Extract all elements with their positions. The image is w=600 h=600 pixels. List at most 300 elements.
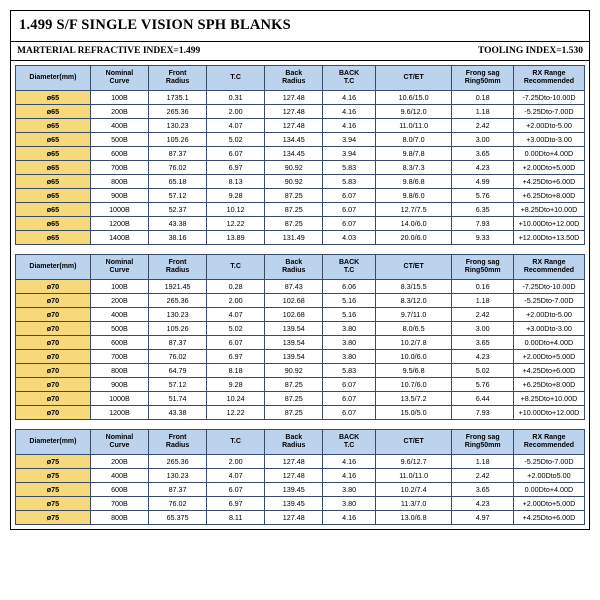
data-cell: 65.375	[149, 511, 207, 525]
data-cell: 700B	[90, 497, 148, 511]
data-cell: +2.00Dto-5.00	[513, 119, 584, 133]
data-cell: 130.23	[149, 119, 207, 133]
data-cell: 87.25	[265, 203, 323, 217]
column-header: T.C	[207, 430, 265, 455]
data-cell: 11.0/11.0	[375, 119, 452, 133]
data-cell: 127.48	[265, 469, 323, 483]
data-cell: 1.18	[452, 455, 513, 469]
column-header: Back Radius	[265, 66, 323, 91]
table-row	[16, 511, 585, 525]
data-cell: 6.35	[452, 203, 513, 217]
data-cell: 3.94	[323, 147, 376, 161]
data-cell: 9.7/11.0	[375, 308, 452, 322]
data-cell: 4.97	[452, 511, 513, 525]
table-gap	[15, 245, 585, 254]
data-cell: 8.0/6.5	[375, 322, 452, 336]
table-header-row	[16, 255, 585, 280]
data-cell: 10.6/15.0	[375, 91, 452, 105]
data-cell: 5.76	[452, 189, 513, 203]
data-cell: 265.36	[149, 294, 207, 308]
data-cell: 87.25	[265, 217, 323, 231]
data-cell: 8.3/12.0	[375, 294, 452, 308]
data-cell: 0.16	[452, 280, 513, 294]
data-cell: 6.97	[207, 497, 265, 511]
data-cell: 200B	[90, 455, 148, 469]
table-row	[16, 364, 585, 378]
data-cell: 4.07	[207, 469, 265, 483]
diameter-cell: ø70	[16, 406, 91, 420]
column-header: Front Radius	[149, 430, 207, 455]
data-cell: +6.25Dto+8.00D	[513, 378, 584, 392]
data-cell: 2.00	[207, 455, 265, 469]
data-cell: -5.25Dto-7.00D	[513, 455, 584, 469]
data-cell: 500B	[90, 322, 148, 336]
data-cell: 6.06	[323, 280, 376, 294]
data-cell: 200B	[90, 294, 148, 308]
data-cell: 600B	[90, 147, 148, 161]
column-header: BACK T.C	[323, 430, 376, 455]
data-cell: 102.68	[265, 308, 323, 322]
column-header: BACK T.C	[323, 66, 376, 91]
data-cell: 134.45	[265, 133, 323, 147]
column-header: Diameter(mm)	[16, 255, 91, 280]
data-cell: 127.48	[265, 91, 323, 105]
data-cell: 4.23	[452, 161, 513, 175]
data-cell: 3.80	[323, 483, 376, 497]
data-cell: 400B	[90, 308, 148, 322]
data-cell: 127.48	[265, 455, 323, 469]
data-cell: 10.2/7.8	[375, 336, 452, 350]
data-cell: 6.07	[207, 483, 265, 497]
diameter-cell: ø65	[16, 91, 91, 105]
table-row	[16, 133, 585, 147]
data-cell: 13.0/6.8	[375, 511, 452, 525]
column-header: Frong sag Ring50mm	[452, 430, 513, 455]
data-cell: 13.89	[207, 231, 265, 245]
data-cell: 200B	[90, 105, 148, 119]
diameter-cell: ø70	[16, 364, 91, 378]
data-cell: 139.45	[265, 483, 323, 497]
data-cell: 11.0/11.0	[375, 469, 452, 483]
data-cell: 2.00	[207, 105, 265, 119]
data-cell: 2.42	[452, 308, 513, 322]
column-header: CT/ET	[375, 430, 452, 455]
table-row	[16, 392, 585, 406]
data-cell: 105.26	[149, 322, 207, 336]
column-header: CT/ET	[375, 255, 452, 280]
data-cell: 87.25	[265, 378, 323, 392]
data-cell: 14.0/6.0	[375, 217, 452, 231]
table-header-row	[16, 66, 585, 91]
column-header: RX Range Recommended	[513, 66, 584, 91]
data-cell: 1400B	[90, 231, 148, 245]
data-cell: -5.25Dto-7.00D	[513, 294, 584, 308]
column-header: Diameter(mm)	[16, 430, 91, 455]
data-cell: 3.94	[323, 133, 376, 147]
table-row	[16, 294, 585, 308]
data-cell: 52.37	[149, 203, 207, 217]
diameter-cell: ø65	[16, 119, 91, 133]
data-cell: 6.07	[207, 147, 265, 161]
data-cell: 700B	[90, 161, 148, 175]
data-cell: 9.6/12.0	[375, 105, 452, 119]
diameter-cell: ø75	[16, 483, 91, 497]
data-cell: 43.38	[149, 406, 207, 420]
data-cell: 43.38	[149, 217, 207, 231]
data-cell: 90.92	[265, 161, 323, 175]
data-cell: 5.02	[452, 364, 513, 378]
data-cell: 6.07	[323, 406, 376, 420]
data-cell: 76.02	[149, 350, 207, 364]
refractive-index-label: MARTERIAL REFRACTIVE INDEX=1.499	[17, 46, 201, 56]
data-cell: 6.97	[207, 161, 265, 175]
column-header: Nominal Curve	[90, 255, 148, 280]
data-cell: 5.83	[323, 175, 376, 189]
data-cell: 400B	[90, 469, 148, 483]
data-cell: +10.00Dto+12.00D	[513, 217, 584, 231]
column-header: T.C	[207, 66, 265, 91]
data-cell: -7.25Dto-10.00D	[513, 91, 584, 105]
diameter-cell: ø65	[16, 147, 91, 161]
data-cell: 90.92	[265, 364, 323, 378]
table-row	[16, 231, 585, 245]
data-cell: +2.00Dto+5.00D	[513, 350, 584, 364]
data-cell: 4.99	[452, 175, 513, 189]
data-cell: 87.25	[265, 392, 323, 406]
diameter-cell: ø70	[16, 294, 91, 308]
data-cell: +3.00Dto-3.00	[513, 133, 584, 147]
data-cell: 9.8/6.0	[375, 189, 452, 203]
data-cell: 139.54	[265, 350, 323, 364]
data-cell: 9.8/7.8	[375, 147, 452, 161]
column-header: Nominal Curve	[90, 66, 148, 91]
data-cell: +4.25Dto+6.00D	[513, 364, 584, 378]
table-row	[16, 350, 585, 364]
data-cell: 51.74	[149, 392, 207, 406]
data-cell: 800B	[90, 175, 148, 189]
table-row	[16, 378, 585, 392]
column-header: Nominal Curve	[90, 430, 148, 455]
diameter-cell: ø65	[16, 133, 91, 147]
data-cell: 0.31	[207, 91, 265, 105]
data-cell: 4.16	[323, 511, 376, 525]
data-cell: 87.37	[149, 336, 207, 350]
diameter-cell: ø70	[16, 336, 91, 350]
diameter-cell: ø65	[16, 175, 91, 189]
table-75	[15, 429, 585, 525]
data-cell: 57.12	[149, 378, 207, 392]
table-row	[16, 280, 585, 294]
data-cell: 15.0/5.0	[375, 406, 452, 420]
data-cell: 130.23	[149, 308, 207, 322]
data-cell: 800B	[90, 511, 148, 525]
diameter-cell: ø70	[16, 378, 91, 392]
data-cell: 3.80	[323, 497, 376, 511]
diameter-cell: ø70	[16, 392, 91, 406]
column-header: RX Range Recommended	[513, 255, 584, 280]
diameter-cell: ø65	[16, 217, 91, 231]
table-row	[16, 203, 585, 217]
data-cell: 900B	[90, 378, 148, 392]
column-header: BACK T.C	[323, 255, 376, 280]
data-cell: 400B	[90, 119, 148, 133]
data-cell: +2.00Dto-5.00	[513, 308, 584, 322]
table-65	[15, 65, 585, 245]
data-cell: 9.33	[452, 231, 513, 245]
data-cell: 4.23	[452, 350, 513, 364]
index-bar	[11, 42, 589, 61]
data-cell: 76.02	[149, 497, 207, 511]
data-cell: 265.36	[149, 105, 207, 119]
table-row	[16, 105, 585, 119]
table-gap	[15, 420, 585, 429]
data-cell: 10.0/6.0	[375, 350, 452, 364]
data-cell: 7.93	[452, 406, 513, 420]
data-cell: +4.25Dto+6.00D	[513, 175, 584, 189]
data-cell: 4.16	[323, 91, 376, 105]
column-header: Frong sag Ring50mm	[452, 66, 513, 91]
data-cell: 12.7/7.5	[375, 203, 452, 217]
table-row	[16, 175, 585, 189]
data-cell: +4.25Dto+6.00D	[513, 511, 584, 525]
column-header: Front Radius	[149, 66, 207, 91]
data-cell: 6.07	[323, 189, 376, 203]
data-cell: 500B	[90, 133, 148, 147]
data-cell: +12.00Dto+13.50D	[513, 231, 584, 245]
diameter-cell: ø70	[16, 308, 91, 322]
data-cell: 4.16	[323, 105, 376, 119]
data-cell: 131.49	[265, 231, 323, 245]
data-cell: 10.12	[207, 203, 265, 217]
diameter-cell: ø75	[16, 455, 91, 469]
data-cell: 900B	[90, 189, 148, 203]
data-cell: 130.23	[149, 469, 207, 483]
data-cell: 4.07	[207, 119, 265, 133]
data-cell: 5.16	[323, 294, 376, 308]
data-cell: +2.00Dto5.00	[513, 469, 584, 483]
table-row	[16, 189, 585, 203]
data-cell: 3.65	[452, 336, 513, 350]
data-cell: 1000B	[90, 392, 148, 406]
diameter-cell: ø65	[16, 189, 91, 203]
data-cell: 87.43	[265, 280, 323, 294]
data-cell: 0.28	[207, 280, 265, 294]
data-cell: 6.07	[323, 217, 376, 231]
data-cell: 8.13	[207, 175, 265, 189]
tooling-index-label: TOOLING INDEX=1.530	[477, 46, 583, 56]
data-cell: 6.07	[323, 392, 376, 406]
diameter-cell: ø65	[16, 105, 91, 119]
column-header: T.C	[207, 255, 265, 280]
table-row	[16, 322, 585, 336]
data-cell: 9.5/6.8	[375, 364, 452, 378]
data-cell: 87.25	[265, 189, 323, 203]
data-cell: 12.22	[207, 217, 265, 231]
column-header: CT/ET	[375, 66, 452, 91]
data-cell: 10.2/7.4	[375, 483, 452, 497]
data-cell: 6.97	[207, 350, 265, 364]
data-cell: 57.12	[149, 189, 207, 203]
document-frame	[10, 10, 590, 530]
data-cell: 87.37	[149, 147, 207, 161]
data-cell: 600B	[90, 483, 148, 497]
table-row	[16, 469, 585, 483]
table-70	[15, 254, 585, 420]
data-cell: 38.16	[149, 231, 207, 245]
table-header-row	[16, 430, 585, 455]
data-cell: 1.18	[452, 105, 513, 119]
data-cell: 5.83	[323, 161, 376, 175]
data-cell: 13.5/7.2	[375, 392, 452, 406]
data-cell: -7.25Dto-10.00D	[513, 280, 584, 294]
data-cell: 139.54	[265, 322, 323, 336]
data-cell: 600B	[90, 336, 148, 350]
data-cell: 10.24	[207, 392, 265, 406]
data-cell: +3.00Dto-3.00	[513, 322, 584, 336]
data-cell: 100B	[90, 91, 148, 105]
table-row	[16, 308, 585, 322]
data-cell: +2.00Dto+5.00D	[513, 161, 584, 175]
data-cell: 800B	[90, 364, 148, 378]
data-cell: 5.02	[207, 133, 265, 147]
data-cell: 1200B	[90, 406, 148, 420]
data-cell: 0.00Dto+4.00D	[513, 483, 584, 497]
data-cell: 4.16	[323, 455, 376, 469]
data-cell: 2.00	[207, 294, 265, 308]
data-cell: -5.25Dto-7.00D	[513, 105, 584, 119]
data-cell: 4.23	[452, 497, 513, 511]
data-cell: 102.68	[265, 294, 323, 308]
data-cell: 8.11	[207, 511, 265, 525]
data-cell: 65.18	[149, 175, 207, 189]
data-cell: 127.48	[265, 105, 323, 119]
data-cell: 1000B	[90, 203, 148, 217]
data-cell: 1.18	[452, 294, 513, 308]
data-cell: 3.65	[452, 483, 513, 497]
data-cell: +2.00Dto+5.00D	[513, 497, 584, 511]
data-cell: 9.6/12.7	[375, 455, 452, 469]
data-cell: 9.28	[207, 378, 265, 392]
data-cell: 139.54	[265, 336, 323, 350]
data-cell: 87.37	[149, 483, 207, 497]
data-cell: 127.48	[265, 119, 323, 133]
diameter-cell: ø75	[16, 511, 91, 525]
data-cell: 9.28	[207, 189, 265, 203]
table-row	[16, 336, 585, 350]
tables-area	[11, 61, 589, 529]
diameter-cell: ø65	[16, 161, 91, 175]
diameter-cell: ø75	[16, 497, 91, 511]
data-cell: 8.18	[207, 364, 265, 378]
diameter-cell: ø65	[16, 231, 91, 245]
data-cell: 6.07	[207, 336, 265, 350]
data-cell: 87.25	[265, 406, 323, 420]
table-row	[16, 161, 585, 175]
data-cell: 4.03	[323, 231, 376, 245]
diameter-cell: ø75	[16, 469, 91, 483]
data-cell: 9.8/6.8	[375, 175, 452, 189]
data-cell: 12.22	[207, 406, 265, 420]
data-cell: 76.02	[149, 161, 207, 175]
data-cell: +6.25Dto+8.00D	[513, 189, 584, 203]
data-cell: 5.76	[452, 378, 513, 392]
data-cell: 3.80	[323, 350, 376, 364]
data-cell: 4.16	[323, 119, 376, 133]
table-row	[16, 217, 585, 231]
data-cell: 10.7/6.0	[375, 378, 452, 392]
data-cell: 4.16	[323, 469, 376, 483]
table-row	[16, 497, 585, 511]
data-cell: 134.45	[265, 147, 323, 161]
data-cell: 90.92	[265, 175, 323, 189]
table-row	[16, 455, 585, 469]
column-header: Diameter(mm)	[16, 66, 91, 91]
table-row	[16, 483, 585, 497]
data-cell: 100B	[90, 280, 148, 294]
diameter-cell: ø70	[16, 322, 91, 336]
diameter-cell: ø65	[16, 203, 91, 217]
column-header: Back Radius	[265, 255, 323, 280]
table-row	[16, 91, 585, 105]
data-cell: 8.0/7.0	[375, 133, 452, 147]
data-cell: 6.07	[323, 203, 376, 217]
table-row	[16, 406, 585, 420]
column-header: Frong sag Ring50mm	[452, 255, 513, 280]
data-cell: 5.16	[323, 308, 376, 322]
data-cell: 265.36	[149, 455, 207, 469]
data-cell: 0.18	[452, 91, 513, 105]
data-cell: 3.00	[452, 322, 513, 336]
data-cell: 139.45	[265, 497, 323, 511]
data-cell: 8.3/15.5	[375, 280, 452, 294]
data-cell: 1200B	[90, 217, 148, 231]
data-cell: 1735.1	[149, 91, 207, 105]
data-cell: 3.00	[452, 133, 513, 147]
data-cell: 64.79	[149, 364, 207, 378]
data-cell: 6.44	[452, 392, 513, 406]
table-row	[16, 147, 585, 161]
table-row	[16, 119, 585, 133]
data-cell: 11.3/7.0	[375, 497, 452, 511]
data-cell: 2.42	[452, 469, 513, 483]
data-cell: 4.07	[207, 308, 265, 322]
data-cell: 5.83	[323, 364, 376, 378]
data-cell: 3.80	[323, 322, 376, 336]
data-cell: 2.42	[452, 119, 513, 133]
data-cell: 3.65	[452, 147, 513, 161]
column-header: RX Range Recommended	[513, 430, 584, 455]
diameter-cell: ø70	[16, 350, 91, 364]
data-cell: 3.80	[323, 336, 376, 350]
column-header: Back Radius	[265, 430, 323, 455]
data-cell: +8.25Dto+10.00D	[513, 203, 584, 217]
data-cell: 127.48	[265, 511, 323, 525]
data-cell: 0.00Dto+4.00D	[513, 336, 584, 350]
data-cell: 8.3/7.3	[375, 161, 452, 175]
data-cell: 20.0/6.0	[375, 231, 452, 245]
data-cell: 105.26	[149, 133, 207, 147]
data-cell: 700B	[90, 350, 148, 364]
data-cell: 7.93	[452, 217, 513, 231]
diameter-cell: ø70	[16, 280, 91, 294]
data-cell: 5.02	[207, 322, 265, 336]
data-cell: +10.00Dto+12.00D	[513, 406, 584, 420]
document-title: 1.499 S/F SINGLE VISION SPH BLANKS	[11, 11, 589, 42]
data-cell: 0.00Dto+4.00D	[513, 147, 584, 161]
data-cell: 6.07	[323, 378, 376, 392]
column-header: Front Radius	[149, 255, 207, 280]
data-cell: +8.25Dto+10.00D	[513, 392, 584, 406]
